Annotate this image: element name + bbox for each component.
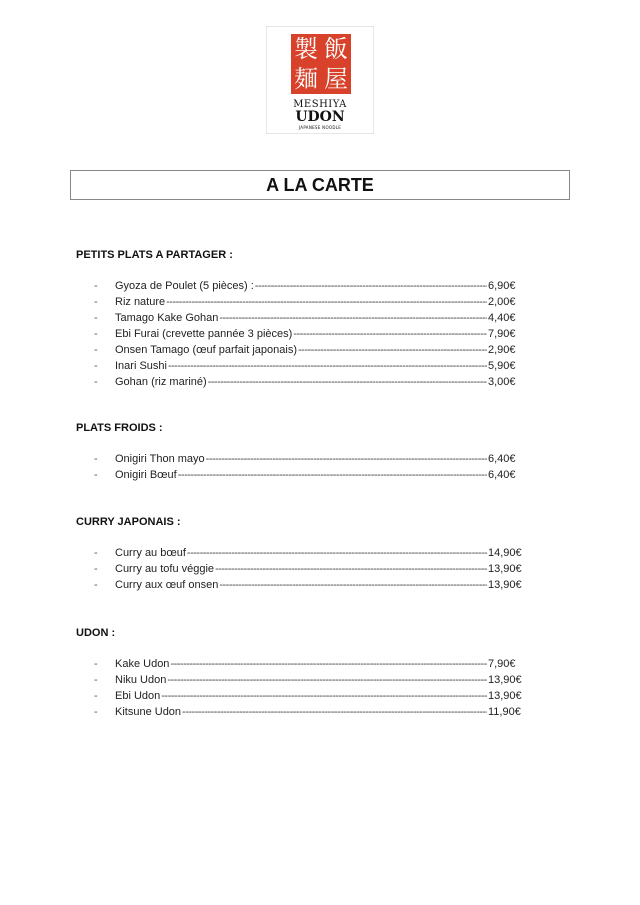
menu-item <box>76 358 526 374</box>
menu-item <box>76 326 526 342</box>
bullet-dash: - <box>94 706 98 718</box>
bullet-dash: - <box>94 690 98 702</box>
item-price: 13,90€ <box>488 579 522 591</box>
dotted-leader <box>166 294 487 310</box>
menu-item <box>76 342 526 358</box>
logo-kanji: 飯 <box>324 35 348 63</box>
item-price: 14,90€ <box>488 547 522 559</box>
item-name: Gohan (riz mariné) <box>115 376 207 388</box>
bullet-dash: - <box>94 674 98 686</box>
item-name: Curry au tofu véggie <box>115 563 215 575</box>
item-price: 6,90€ <box>488 280 516 292</box>
dotted-leader <box>255 278 487 294</box>
bullet-dash: - <box>94 328 98 340</box>
bullet-dash: - <box>94 296 98 308</box>
item-price: 2,00€ <box>488 296 516 308</box>
item-name: Onigiri Thon mayo <box>115 453 205 465</box>
dotted-leader <box>298 342 487 358</box>
menu-item-list <box>76 656 526 720</box>
item-name: Curry aux œuf onsen <box>115 579 219 591</box>
item-name: Kitsune Udon <box>115 706 182 718</box>
dotted-leader <box>161 688 487 704</box>
item-price: 7,90€ <box>488 328 516 340</box>
section-heading: CURRY JAPONAIS : <box>76 516 181 528</box>
item-price: 13,90€ <box>488 690 522 702</box>
logo-kanji: 製 <box>294 35 318 63</box>
bullet-dash: - <box>94 280 98 292</box>
red-seal-logo <box>291 34 351 94</box>
item-name: Gyoza de Poulet (5 pièces) : <box>115 280 254 292</box>
menu-item <box>76 577 526 593</box>
menu-item <box>76 451 526 467</box>
section-heading: PETITS PLATS A PARTAGER : <box>76 249 233 261</box>
title-box <box>70 170 570 200</box>
item-price: 5,90€ <box>488 360 516 372</box>
item-price: 6,40€ <box>488 469 516 481</box>
item-price: 13,90€ <box>488 563 522 575</box>
bullet-dash: - <box>94 376 98 388</box>
menu-section <box>76 420 526 483</box>
menu-item <box>76 545 526 561</box>
dotted-leader <box>293 326 487 342</box>
bullet-dash: - <box>94 344 98 356</box>
menu-item-list <box>76 545 526 593</box>
bullet-dash: - <box>94 469 98 481</box>
logo-kanji: 麺 <box>294 65 318 93</box>
bullet-dash: - <box>94 563 98 575</box>
dotted-leader <box>167 672 487 688</box>
bullet-dash: - <box>94 547 98 559</box>
bullet-dash: - <box>94 579 98 591</box>
dotted-leader <box>170 656 487 672</box>
item-price: 13,90€ <box>488 674 522 686</box>
logo-tagline: JAPANESE NOODLE <box>298 125 342 130</box>
page-title: A LA CARTE <box>266 174 374 195</box>
meshiya-udon-logo <box>266 26 374 134</box>
menu-item <box>76 294 526 310</box>
item-price: 7,90€ <box>488 658 516 670</box>
bullet-dash: - <box>94 312 98 324</box>
dotted-leader <box>219 577 487 593</box>
item-price: 11,90€ <box>488 706 521 718</box>
dotted-leader <box>187 545 487 561</box>
bullet-dash: - <box>94 453 98 465</box>
logo-kanji: 屋 <box>324 65 348 93</box>
item-name: Curry au bœuf <box>115 547 186 559</box>
menu-item <box>76 672 526 688</box>
item-name: Tamago Kake Gohan <box>115 312 219 324</box>
menu-section <box>76 247 526 390</box>
menu-item-list <box>76 278 526 390</box>
dotted-leader <box>206 451 487 467</box>
item-name: Onigiri Bœuf <box>115 469 177 481</box>
dotted-leader <box>182 704 487 720</box>
item-name: Ebi Udon <box>115 690 161 702</box>
item-price: 2,90€ <box>488 344 516 356</box>
dotted-leader <box>178 467 487 483</box>
dotted-leader <box>219 310 487 326</box>
item-name: Onsen Tamago (œuf parfait japonais) <box>115 344 297 356</box>
bullet-dash: - <box>94 360 98 372</box>
item-price: 4,40€ <box>488 312 516 324</box>
dotted-leader <box>168 358 487 374</box>
menu-item <box>76 561 526 577</box>
item-name: Riz nature <box>115 296 166 308</box>
item-name: Niku Udon <box>115 674 167 686</box>
section-heading: PLATS FROIDS : <box>76 422 163 434</box>
logo-udon: UDON <box>295 109 345 125</box>
menu-section <box>76 625 526 720</box>
menu-item <box>76 656 526 672</box>
logo-meshiya: MESHIYA <box>293 99 347 110</box>
menu-section <box>76 514 526 593</box>
section-heading: UDON : <box>76 627 116 639</box>
menu-item <box>76 704 526 720</box>
dotted-leader <box>215 561 487 577</box>
menu-item <box>76 467 526 483</box>
menu-item <box>76 310 526 326</box>
menu-item-list <box>76 451 526 483</box>
item-price: 6,40€ <box>488 453 516 465</box>
menu-item <box>76 688 526 704</box>
dotted-leader <box>208 374 487 390</box>
item-price: 3,00€ <box>488 376 516 388</box>
item-name: Inari Sushi <box>115 360 167 372</box>
menu-item <box>76 374 526 390</box>
item-name: Kake Udon <box>115 658 170 670</box>
bullet-dash: - <box>94 658 98 670</box>
menu-item <box>76 278 526 294</box>
item-name: Ebi Furai (crevette pannée 3 pièces) <box>115 328 293 340</box>
